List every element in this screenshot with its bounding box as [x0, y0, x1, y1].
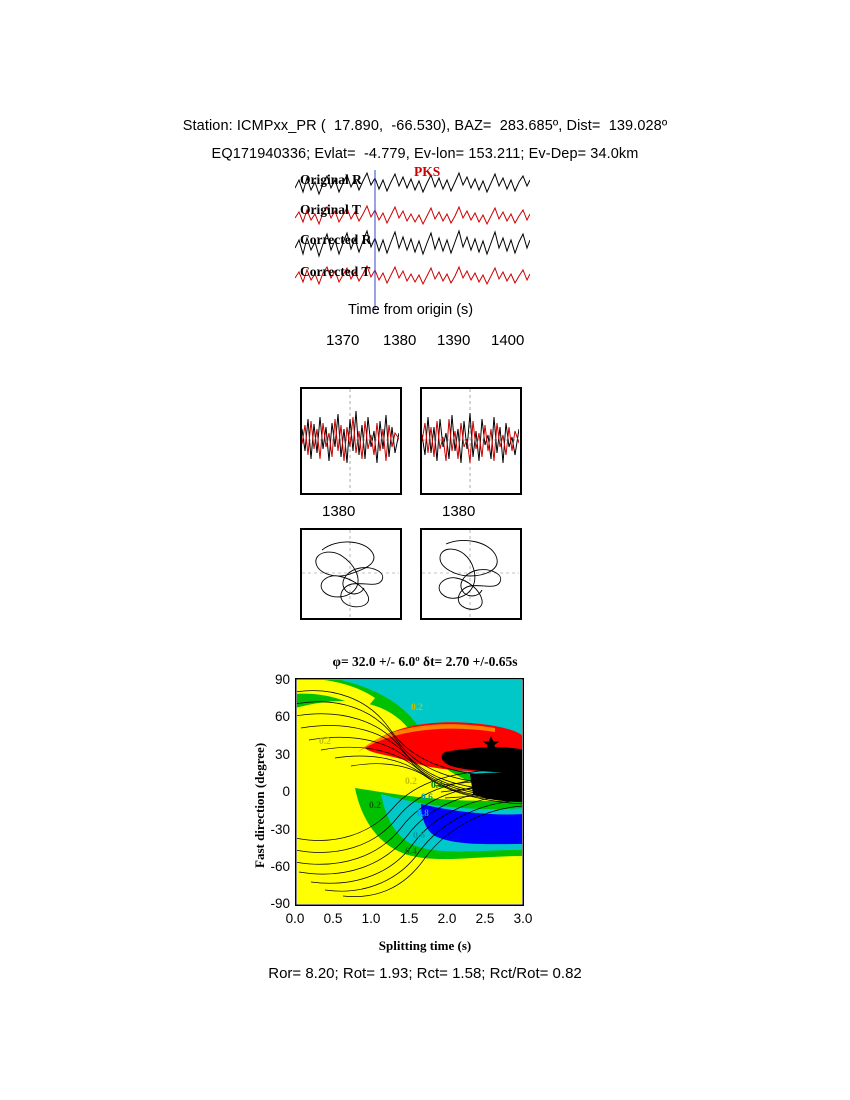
time-tick-1390: 1390 — [437, 332, 471, 349]
hodogram-original-path — [302, 530, 399, 617]
y-tick-60: 60 — [274, 709, 290, 724]
error-surface-svg — [295, 678, 524, 906]
trace-label-original-r: Original R — [300, 172, 362, 187]
y-tick-m90: -90 — [270, 896, 290, 911]
trace-label-original-t: Original T — [300, 202, 361, 217]
y-tick-m30: -30 — [270, 822, 290, 837]
contour-fill-group — [295, 678, 524, 906]
wave-box-corrected — [420, 387, 522, 495]
x-tick-1-0: 1.0 — [361, 911, 381, 926]
wave-box-corrected-traces — [422, 389, 519, 492]
svg-text:0.6: 0.6 — [421, 793, 433, 803]
svg-text:0.2: 0.2 — [405, 777, 417, 787]
hodogram-box-corrected — [420, 528, 522, 620]
y-tick-m60: -60 — [270, 859, 290, 874]
hodogram-box-original — [300, 528, 402, 620]
time-tick-1400: 1400 — [491, 332, 525, 349]
svg-text:0.2: 0.2 — [319, 737, 331, 747]
svg-text:0.8: 0.8 — [417, 809, 429, 819]
svg-text:0.6: 0.6 — [413, 831, 425, 841]
particle-motion-curve — [316, 542, 383, 607]
svg-text:0.4: 0.4 — [431, 781, 443, 791]
x-tick-3-0: 3.0 — [513, 911, 533, 926]
x-tick-2-0: 2.0 — [437, 911, 457, 926]
svg-text:0.4: 0.4 — [405, 847, 417, 857]
error-surface-plot — [295, 678, 524, 906]
wave-box-original-traces — [302, 389, 399, 492]
wave-box-tick-left: 1380 — [322, 503, 356, 520]
event-info-line: EQ171940336; Evlat= -4.779, Ev-lon= 153.211; Ev-Dep= 34.0km — [211, 146, 639, 162]
x-tick-2-5: 2.5 — [475, 911, 495, 926]
time-axis-title: Time from origin (s) — [348, 302, 474, 318]
x-tick-0-0: 0.0 — [285, 911, 305, 926]
svg-text:0.2: 0.2 — [411, 703, 423, 713]
svg-text:0.2: 0.2 — [369, 801, 381, 811]
quality-metrics-line: Ror= 8.20; Rot= 1.93; Rct= 1.58; Rct/Rot= 0.82 — [268, 965, 582, 982]
time-tick-1370: 1370 — [326, 332, 360, 349]
hodogram-corrected-path — [422, 530, 519, 617]
splitting-parameters-title: φ= 32.0 +/- 6.0º δt= 2.70 +/-0.65s — [332, 654, 518, 669]
wave-box-original — [300, 387, 402, 495]
trace-label-corrected-t: Corrected T — [300, 264, 371, 279]
station-info-line: Station: ICMPxx_PR ( 17.890, -66.530), BAZ= 283.685º, Dist= 139.028º — [182, 118, 668, 134]
wave-box-tick-right: 1380 — [442, 503, 476, 520]
x-tick-1-5: 1.5 — [399, 911, 419, 926]
trace-label-corrected-r: Corrected R — [300, 232, 372, 247]
y-tick-90: 90 — [274, 672, 290, 687]
y-axis-label: Fast direction (degree) — [252, 742, 267, 868]
time-tick-1380: 1380 — [383, 332, 417, 349]
x-axis-label: Splitting time (s) — [378, 938, 472, 953]
x-tick-0-5: 0.5 — [323, 911, 343, 926]
y-tick-30: 30 — [274, 747, 290, 762]
pks-phase-label: PKS — [414, 164, 441, 179]
y-tick-0: 0 — [282, 784, 290, 799]
